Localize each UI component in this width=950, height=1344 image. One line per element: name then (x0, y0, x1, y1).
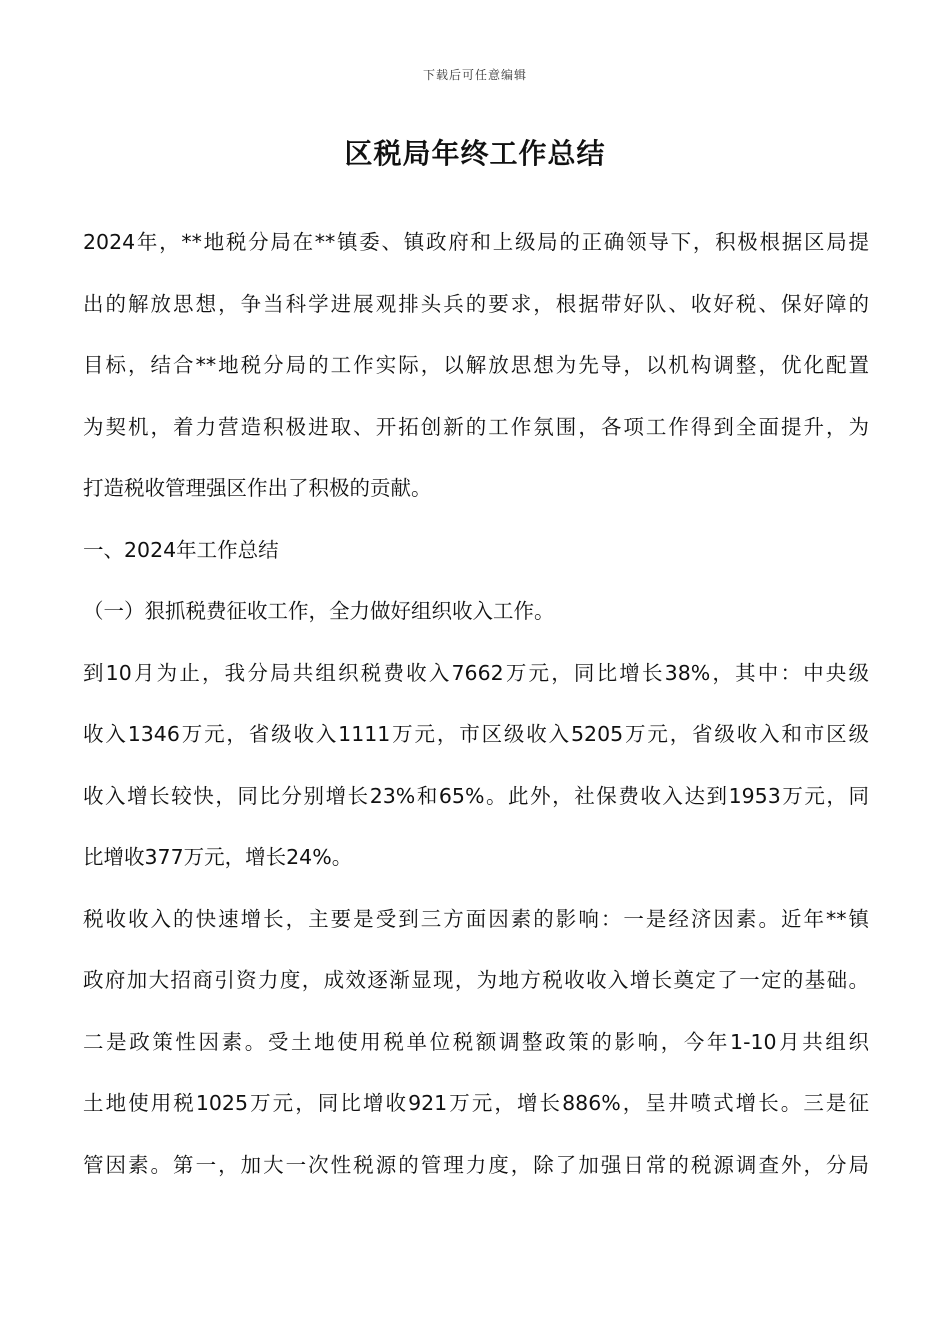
text-line: 税收收入的快速增长，主要是受到三方面因素的影响：一是经济因素。近年**镇 (83, 906, 869, 931)
text-line: 收入1346万元，省级收入1111万元，市区级收入5205万元，省级收入和市区级 (83, 722, 869, 746)
text-line: 到10月为止，我分局共组织税费收入7662万元，同比增长38%，其中：中央级 (83, 660, 869, 685)
text-line: 土地使用税1025万元，同比增收921万元，增长886%，呈井喷式增长。三是征 (83, 1091, 869, 1115)
text-line: 出的解放思想，争当科学进展观排头兵的要求，根据带好队、收好税、保好障的 (83, 291, 869, 316)
document-title: 区税局年终工作总结 (344, 137, 606, 170)
text-line: 政府加大招商引资力度，成效逐渐显现，为地方税收收入增长奠定了一定的基础。 (83, 968, 869, 992)
text-line: 一、2024年工作总结 (83, 537, 279, 562)
text-line: 打造税收管理强区作出了积极的贡献。 (83, 476, 432, 500)
text-line: 管因素。第一，加大一次性税源的管理力度，除了加强日常的税源调查外，分局 (83, 1152, 869, 1177)
text-line: 比增收377万元，增长24%。 (83, 845, 353, 869)
text-line: 2024年，**地税分局在**镇委、镇政府和上级局的正确领导下，积极根据区局提 (83, 230, 869, 254)
header-note: 下载后可任意编辑 (422, 68, 527, 82)
text-line: 收入增长较快，同比分别增长23%和65%。此外，社保费收入达到1953万元，同 (83, 783, 869, 808)
text-line: 为契机，着力营造积极进取、开拓创新的工作氛围，各项工作得到全面提升，为 (83, 414, 869, 439)
text-line: 目标，结合**地税分局的工作实际，以解放思想为先导，以机构调整，优化配置 (83, 353, 869, 377)
text-line: （一）狠抓税费征收工作，全力做好组织收入工作。 (83, 599, 555, 623)
text-line: 二是政策性因素。受土地使用税单位税额调整政策的影响，今年1-10月共组织 (83, 1029, 869, 1054)
document-body (83, 212, 869, 1196)
